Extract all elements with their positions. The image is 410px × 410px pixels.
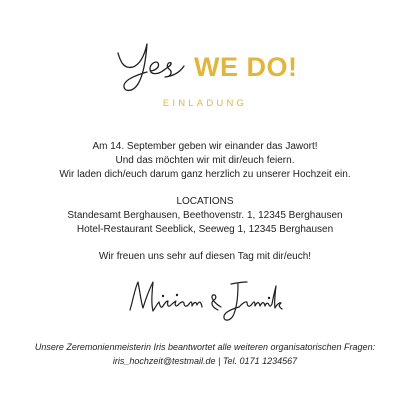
footer-contact: iris_hochzeit@testmail.de | Tel. 0171 1234567 bbox=[112, 356, 298, 366]
title-bold: WE DO! bbox=[194, 52, 298, 82]
spacer bbox=[0, 237, 410, 251]
locations-heading: LOCATIONS bbox=[176, 196, 234, 208]
location-line: Standesamt Berghausen, Beethovenstr. 1, 12345 Berghausen bbox=[67, 209, 343, 221]
footer-line: Unsere Zeremonienmeisterin Iris beantwortet alle weiteren organisatorischen Fragen: bbox=[34, 342, 376, 352]
invitation-body bbox=[0, 140, 410, 264]
spacer bbox=[0, 181, 410, 195]
location-line: Hotel-Restaurant Seeblick, Seeweg 1, 12345 Berghausen bbox=[76, 223, 334, 235]
subtitle: EINLADUNG bbox=[162, 98, 248, 109]
closing-line: Wir freuen uns sehr auf diesen Tag mit dir/euch! bbox=[98, 251, 312, 263]
headline bbox=[0, 36, 410, 102]
signature-lettering bbox=[126, 276, 284, 324]
intro-line: Und das möchten wir mit dir/euch feiern. bbox=[115, 154, 295, 166]
intro-line: Am 14. September geben wir einander das Jawort! bbox=[92, 141, 318, 152]
intro-line: Wir laden dich/euch darum ganz herzlich zu unserer Hochzeit ein. bbox=[59, 168, 351, 180]
footer-note bbox=[0, 340, 410, 368]
script-yes-lettering bbox=[112, 36, 196, 98]
